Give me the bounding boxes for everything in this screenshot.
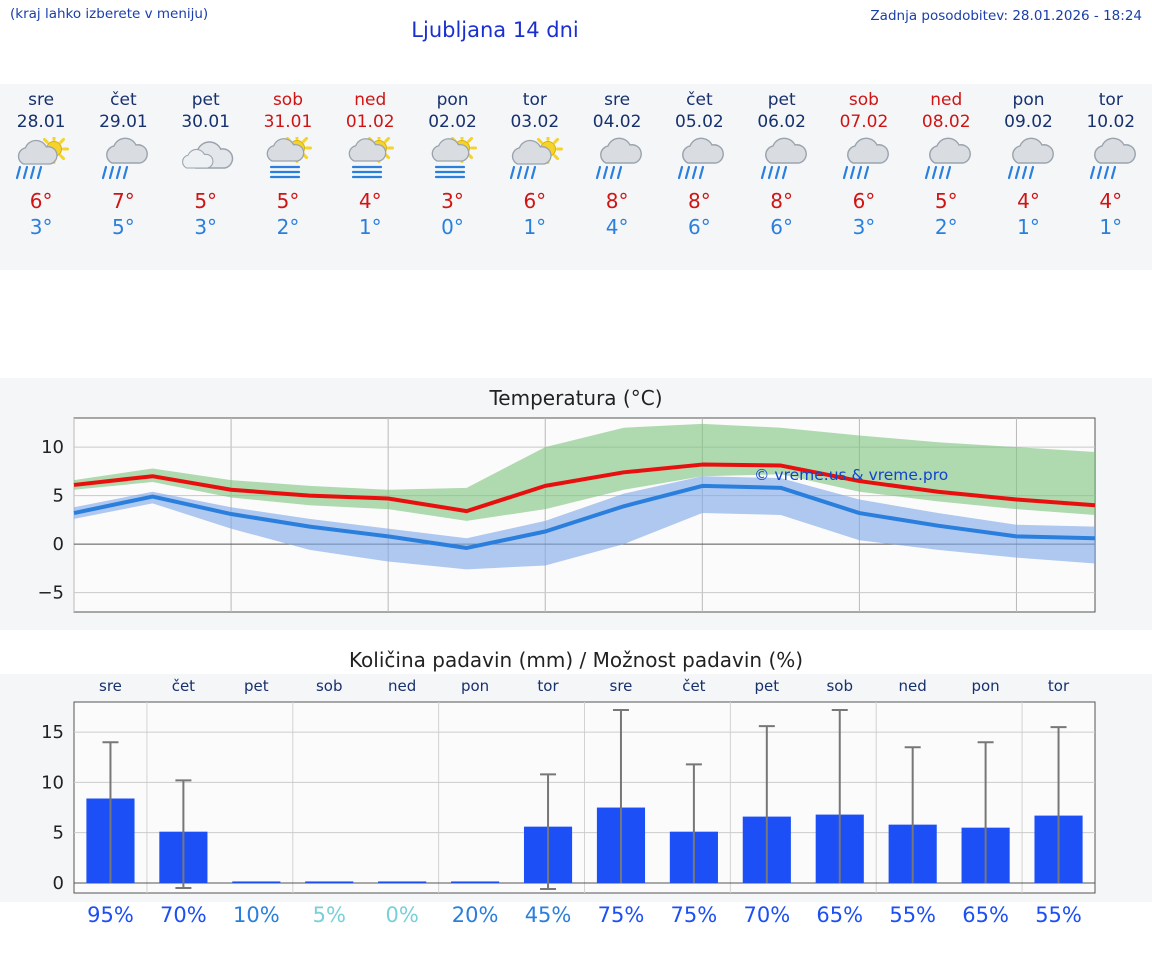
day-of-week: tor (522, 90, 547, 110)
temp-min: 1° (1017, 215, 1040, 239)
temp-min: 1° (358, 215, 382, 239)
precipitation-probability: 95% (87, 903, 134, 927)
precipitation-day-label: čet (171, 677, 196, 695)
precipitation-probability: 0% (385, 903, 419, 927)
temp-max: 4° (358, 189, 382, 213)
y-tick-label: 10 (41, 437, 64, 459)
day-of-week: tor (1098, 90, 1123, 110)
day-of-week: pet (767, 90, 796, 110)
day-of-week: sob (848, 90, 879, 110)
precipitation-probability: 70% (743, 903, 791, 927)
precipitation-day-label: pet (754, 677, 780, 695)
precipitation-day-label: pon (460, 677, 490, 695)
day-of-week: ned (930, 90, 963, 110)
precipitation-bar (378, 881, 426, 883)
temp-min: 1° (523, 215, 547, 239)
precipitation-chart-title: Količina padavin (mm) / Možnost padavin (%) (348, 648, 804, 672)
precipitation-probability: 75% (597, 903, 645, 927)
precipitation-probability: 10% (232, 903, 280, 927)
precipitation-bar (232, 881, 280, 883)
y-tick-label: 0 (52, 872, 64, 894)
temp-max: 8° (688, 189, 711, 213)
precipitation-probability: 45% (524, 903, 572, 927)
precipitation-probability: 75% (670, 903, 718, 927)
temp-min: 5° (112, 215, 135, 239)
precipitation-probability-row (0, 903, 1152, 937)
day-date: 08.02 (921, 112, 971, 132)
temp-max: 8° (770, 189, 794, 213)
watermark: © vreme.us & vreme.pro (754, 466, 949, 484)
day-of-week: čet (110, 90, 137, 110)
temp-max: 6° (852, 189, 876, 213)
temp-max: 5° (934, 189, 958, 213)
precipitation-probability: 65% (962, 903, 1009, 927)
temp-min: 2° (934, 215, 958, 239)
day-of-week: pet (191, 90, 220, 110)
temp-max: 4° (1099, 189, 1123, 213)
day-date: 03.02 (510, 112, 560, 132)
temp-max: 7° (112, 189, 135, 213)
y-tick-label: 5 (52, 485, 64, 507)
day-date: 28.01 (16, 112, 66, 132)
precipitation-probability: 65% (816, 903, 864, 927)
precipitation-probability: 70% (160, 903, 207, 927)
last-updated: Zadnja posodobitev: 28.01.2026 - 18:24 (870, 8, 1142, 24)
day-of-week: pon (1012, 90, 1045, 110)
day-date: 30.01 (181, 112, 231, 132)
day-date: 01.02 (345, 112, 395, 132)
temp-max: 6° (523, 189, 547, 213)
day-of-week: ned (354, 90, 387, 110)
temp-max: 3° (441, 189, 464, 213)
precipitation-day-label: sob (826, 677, 853, 695)
precipitation-day-label: ned (898, 677, 927, 695)
precipitation-day-label: sre (99, 677, 122, 695)
day-of-week: sob (272, 90, 304, 110)
temp-min: 0° (441, 215, 464, 239)
precipitation-probability: 20% (451, 903, 499, 927)
day-date: 29.01 (99, 112, 148, 132)
y-tick-label: 0 (52, 534, 64, 556)
precipitation-day-label: tor (537, 677, 559, 695)
precipitation-day-label: ned (388, 677, 417, 695)
day-date: 06.02 (757, 112, 806, 132)
precipitation-probability: 55% (1035, 903, 1082, 927)
temperature-chart-title: Temperatura (°C) (489, 386, 663, 410)
temp-min: 4° (605, 215, 629, 239)
precipitation-day-label: čet (682, 677, 706, 695)
y-tick-label: 15 (41, 722, 64, 744)
temp-min: 2° (276, 215, 300, 239)
precipitation-day-label: tor (1047, 677, 1070, 695)
day-date: 04.02 (592, 112, 642, 132)
temp-min: 1° (1099, 215, 1123, 239)
day-date: 02.02 (428, 112, 477, 132)
temp-max: 8° (605, 189, 629, 213)
day-date: 31.01 (263, 112, 313, 132)
temp-min: 3° (194, 215, 218, 239)
day-date: 09.02 (1004, 112, 1053, 132)
precipitation-day-label: pet (243, 677, 269, 695)
precipitation-day-label: pon (971, 677, 1000, 695)
temp-max: 6° (29, 189, 53, 213)
temp-min: 6° (770, 215, 794, 239)
precipitation-day-label: sre (609, 677, 633, 695)
precipitation-probability: 55% (889, 903, 937, 927)
temp-max: 5° (276, 189, 300, 213)
precipitation-bar (305, 881, 353, 883)
precipitation-probability: 5% (312, 903, 346, 927)
precipitation-day-label: sob (315, 677, 343, 695)
day-of-week: sre (604, 90, 631, 110)
temp-min: 3° (852, 215, 876, 239)
day-date: 05.02 (675, 112, 724, 132)
temp-min: 6° (688, 215, 711, 239)
location-menu-hint[interactable]: (kraj lahko izberete v meniju) (10, 6, 209, 22)
page-title: Ljubljana 14 dni (411, 18, 579, 42)
day-of-week: sre (28, 90, 55, 110)
temp-max: 5° (194, 189, 218, 213)
day-of-week: čet (686, 90, 713, 110)
day-of-week: pon (436, 90, 469, 110)
precipitation-bar (451, 881, 499, 883)
day-date: 07.02 (839, 112, 889, 132)
day-date: 10.02 (1086, 112, 1136, 132)
y-tick-label: 5 (52, 822, 64, 844)
y-tick-label: 10 (41, 772, 64, 794)
temp-min: 3° (29, 215, 53, 239)
y-tick-label: −5 (37, 582, 64, 604)
temp-max: 4° (1017, 189, 1040, 213)
